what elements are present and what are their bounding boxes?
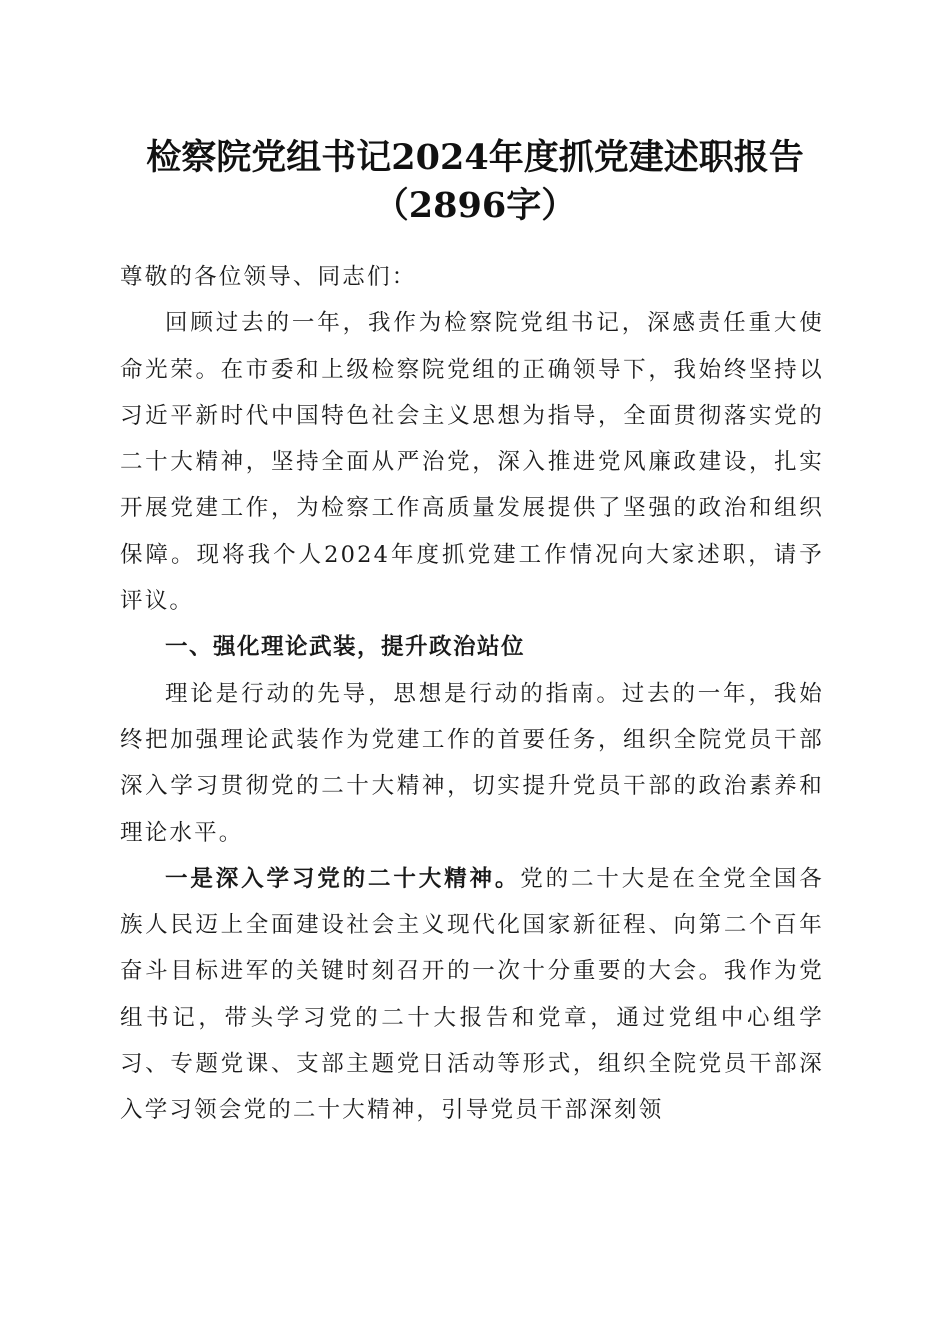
section-heading-1: 一、强化理论武装，提升政治站位 — [165, 634, 526, 661]
salutation: 尊敬的各位领导、同志们： — [120, 264, 417, 290]
document-word-count: （2896字） — [373, 185, 577, 226]
section-paragraph-1: 理论是行动的先导，思想是行动的指南。过去的一年，我始终把加强理论武装作为党建工作的首要任务，组织全院党员干部深入学习贯彻党的二十大精神，切实提升党员干部的政治素养和理论水平。 — [120, 680, 824, 846]
document-body — [120, 254, 824, 1134]
point-lead-1: 一是深入学习党的二十大精神。 — [165, 865, 521, 892]
point-text-1: 党的二十大是在全党全国各族人民迈上全面建设社会主义现代化国家新征程、向第二个百年奋斗目标进军的关键时刻召开的一次十分重要的大会。我作为党组书记，带头学习党的二十大报告和党章，通过党组中心组学习、专题党课、支部主题党日活动等形式，组织全院党员干部深入学习领会党的二十大精神，引导党员干部深刻领 — [120, 865, 824, 1124]
document-title: 检察院党组书记2024年度抓党建述职报告 — [146, 137, 804, 178]
intro-paragraph: 回顾过去的一年，我作为检察院党组书记，深感责任重大使命光荣。在市委和上级检察院党组的正确领导下，我始终坚持以习近平新时代中国特色社会主义思想为指导，全面贯彻落实党的二十大精神，坚持全面从严治党，深入推进党风廉政建设，扎实开展党建工作，为检察工作高质量发展提供了坚强的政治和组织保障。现将我个人2024年度抓党建工作情况向大家述职，请予评议。 — [120, 310, 824, 615]
point-paragraph-1 — [120, 856, 824, 1134]
